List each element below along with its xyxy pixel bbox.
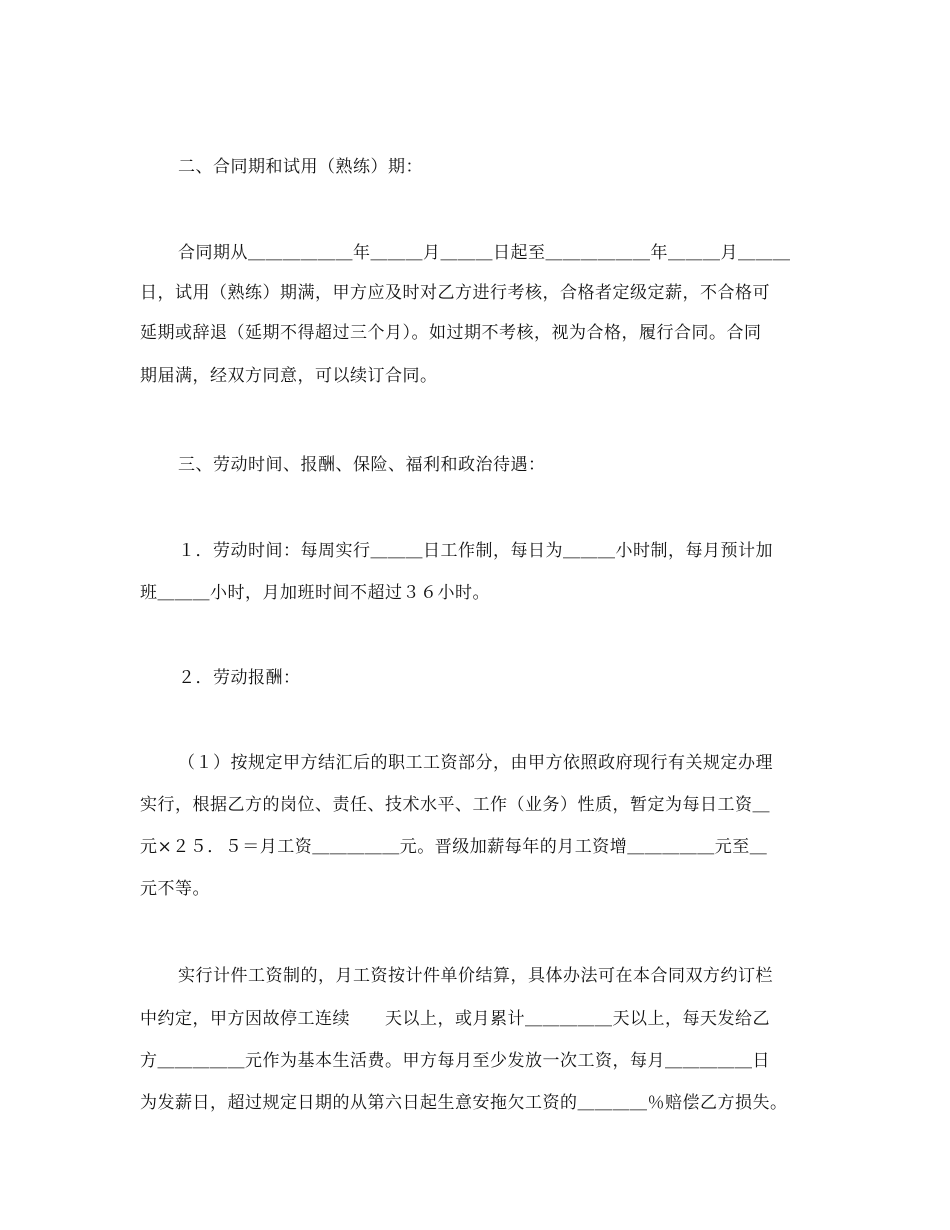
paragraph-line: 实行计件工资制的，月工资按计件单价结算，具体办法可在本合同双方约订栏 [178, 966, 773, 986]
section-heading-contract-period: 二、合同期和试用（熟练）期： [178, 157, 423, 177]
paragraph-line: 元不等。 [140, 879, 210, 899]
paragraph-line: １．劳动时间：每周实行＿＿＿日工作制，每日为＿＿＿小时制，每月预计加 [178, 541, 773, 561]
paragraph-line: 班＿＿＿小时，月加班时间不超过３６小时。 [140, 583, 490, 603]
paragraph-line: 日，试用（熟练）期满，甲方应及时对乙方进行考核，合格者定级定薪，不合格可 [140, 283, 770, 303]
paragraph-line: 合同期从＿＿＿＿＿＿年＿＿＿月＿＿＿日起至＿＿＿＿＿＿年＿＿＿月＿＿＿ [178, 243, 791, 263]
paragraph-line: 期届满，经双方同意，可以续订合同。 [140, 366, 438, 386]
paragraph-line: 延期或辞退（延期不得超过三个月）。如过期不考核，视为合格，履行合同。合同 [140, 323, 762, 343]
paragraph-line: 为发薪日，超过规定日期的从第六日起生意安拖欠工资的＿＿＿＿％赔偿乙方损失。 [140, 1093, 788, 1113]
section-heading-labor-terms: 三、劳动时间、报酬、保险、福利和政治待遇： [178, 455, 546, 475]
paragraph-line: 元×２５．５＝月工资＿＿＿＿＿元。晋级加薪每年的月工资增＿＿＿＿＿元至＿ [140, 837, 768, 857]
subsection-heading-remuneration: ２．劳动报酬： [178, 668, 301, 688]
paragraph-line: （１）按规定甲方结汇后的职工工资部分，由甲方依照政府现行有关规定办理 [178, 753, 773, 773]
paragraph-line: 方＿＿＿＿＿元作为基本生活费。甲方每月至少发放一次工资，每月＿＿＿＿＿日 [140, 1051, 770, 1071]
paragraph-line: 中约定，甲方因故停工连续 天以上，或月累计＿＿＿＿＿天以上，每天发给乙 [140, 1009, 770, 1029]
paragraph-line: 实行，根据乙方的岗位、责任、技术水平、工作（业务）性质，暂定为每日工资＿ [140, 795, 770, 815]
